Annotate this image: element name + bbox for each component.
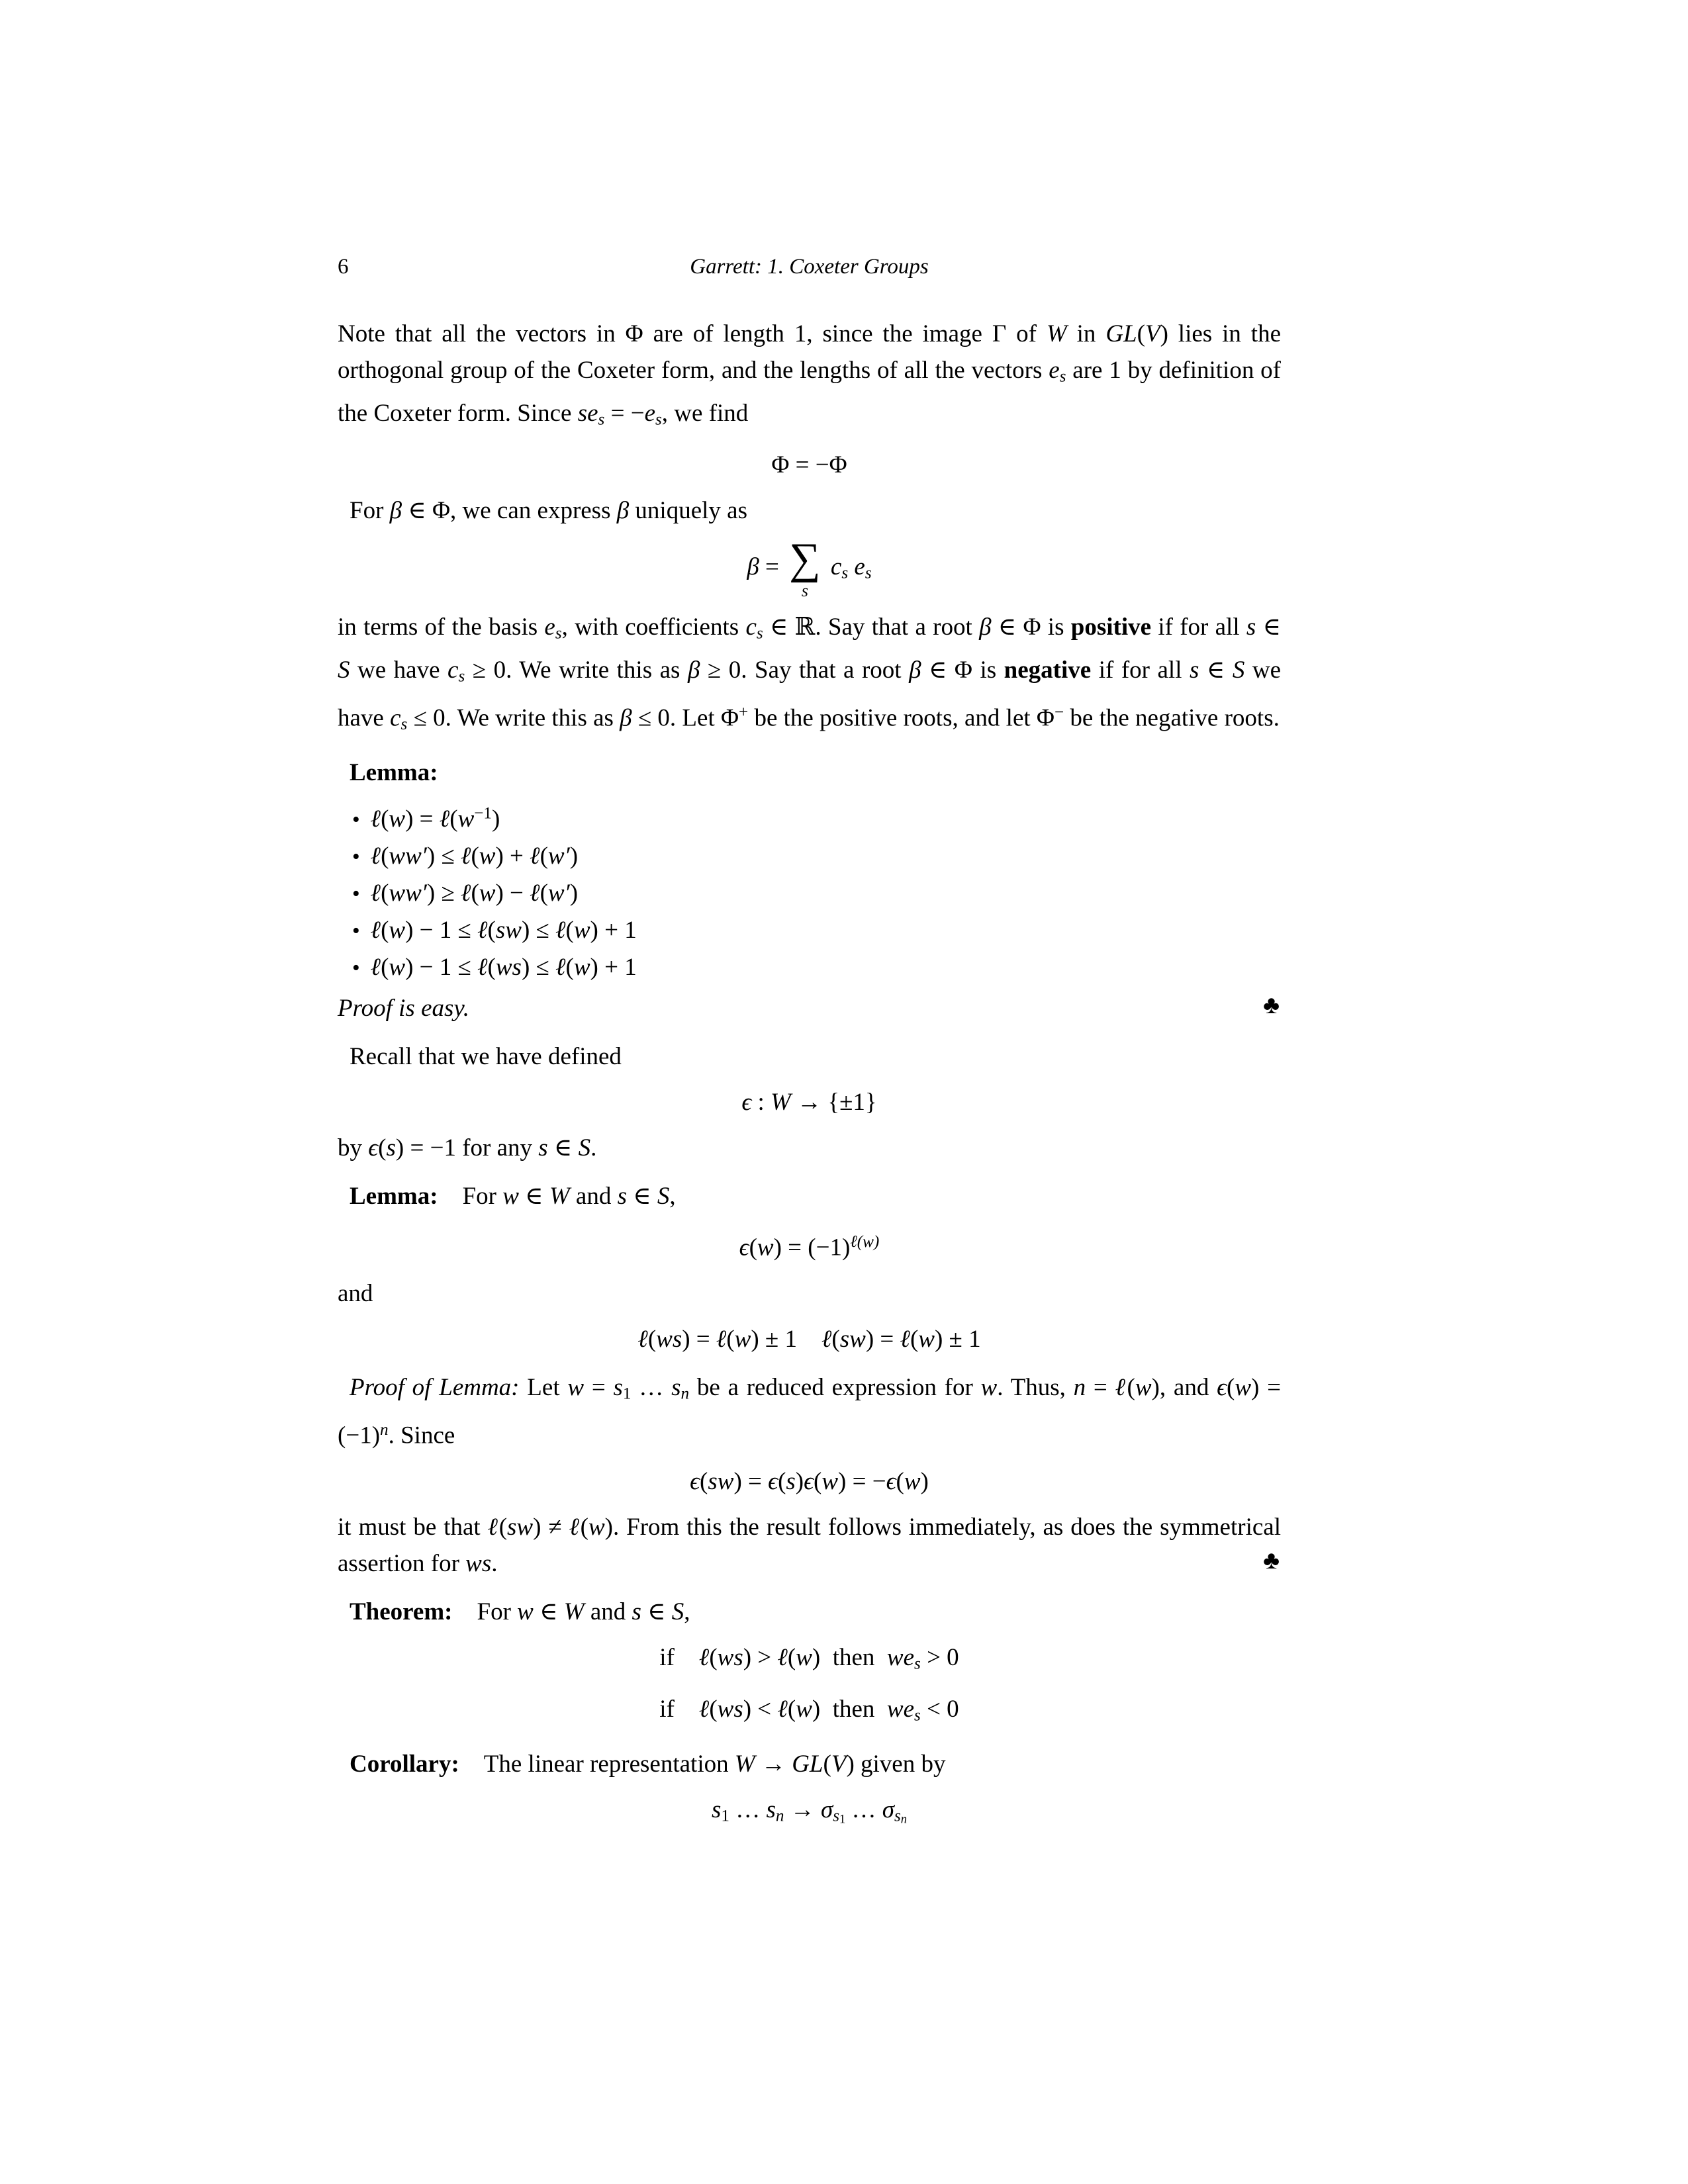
paragraph: For β ∈ Φ, we can express β uniquely as [350, 497, 747, 525]
text-block [338, 249, 1281, 1847]
bullet-text: ℓ(ww′) ≤ ℓ(w) + ℓ(w′) [370, 842, 579, 870]
bullet-item [338, 912, 1281, 949]
running-title: Garrett: 1. Coxeter Groups [690, 255, 929, 279]
bullet-icon: • [352, 955, 360, 980]
display-equation: ϵ : W → {±1} [741, 1088, 877, 1116]
paragraph: Lemma: For w ∈ W and s ∈ S, [350, 1182, 676, 1210]
display-equation: β = ∑ s cs es [747, 535, 872, 601]
bullet-icon: • [352, 844, 360, 869]
document-body [338, 316, 1281, 1838]
bullet-item [338, 949, 1281, 986]
paragraph: and [338, 1279, 373, 1307]
display-equation: if ℓ(ws) > ℓ(w) then wes > 0 [659, 1643, 959, 1673]
paragraph: in terms of the basis es, with coefficients cs ∈ ℝ. Say that a root β ∈ Φ is positive if for all s ∈ S we have cs ≥ 0. We write this as β ≥ 0. Say that a root β ∈ Φ is negative if for all s ∈ S we have cs ≤ 0. We write this as β ≤ 0. Let Φ+ be the positive roots, and let Φ− be the negative roots. [338, 614, 1281, 734]
page-number: 6 [338, 255, 349, 279]
paragraph: Corollary: The linear representation W → GL(V) given by [350, 1750, 946, 1778]
display-equation: Φ = −Φ [771, 451, 847, 479]
bullet-text: ℓ(w) − 1 ≤ ℓ(ws) ≤ ℓ(w) + 1 [370, 953, 637, 981]
bullet-item [338, 795, 1281, 838]
paragraph: Theorem: For w ∈ W and s ∈ S, [350, 1598, 690, 1625]
display-equation: s1 … sn → $\sigma s_1$ … $\sigma s_n$ [711, 1796, 908, 1827]
paragraph: Recall that we have defined [350, 1042, 622, 1070]
qed-club-marker: ♣ [1263, 1546, 1280, 1574]
page-header [338, 249, 1281, 285]
bullet-item [338, 838, 1281, 875]
bullet-text: ℓ(w) − 1 ≤ ℓ(sw) ≤ ℓ(w) + 1 [370, 916, 637, 944]
display-equation: ϵ(sw) = ϵ(s)ϵ(w) = −ϵ(w) [690, 1467, 929, 1495]
paragraph: Proof of Lemma: Let w = s1 … sn be a reduced expression for w. Thus, n = ℓ(w), and $\epsilon(w) = (-1)^n$. Since [338, 1373, 1281, 1449]
summation-operator: ∑ s [789, 535, 821, 601]
bullet-item [338, 875, 1281, 912]
bullet-icon: • [352, 918, 360, 943]
lemma-bullet-list [338, 795, 1281, 986]
paragraph: Lemma: [350, 759, 438, 787]
paragraph: by ϵ(s) = −1 for any s ∈ S. [338, 1134, 597, 1161]
paragraph: it must be that ℓ(sw) ≠ ℓ(w). From this the result follows immediately, as does the symmetrical assertion for ws. ♣ [338, 1509, 1281, 1582]
paragraph: Proof is easy. ♣ [338, 990, 1281, 1026]
bullet-icon: • [352, 881, 360, 906]
display-equation: if ℓ(ws) < ℓ(w) then wes < 0 [659, 1696, 959, 1725]
paragraph: Note that all the vectors in Φ are of length 1, since the image Γ of W in GL(V) lies in the orthogonal group of the Coxeter form, and the lengths of all the vectors es are 1 by definition of the Coxeter form. Since ses = −es, we find [338, 320, 1281, 429]
bullet-text: ℓ(w) = $\ell(w^{-1})$ [370, 804, 500, 833]
display-equation: $\epsilon(w) = (-1)^{\ell(w)}$ [739, 1232, 880, 1261]
bullet-icon: • [352, 807, 360, 832]
bullet-text: ℓ(ww′) ≥ ℓ(w) − ℓ(w′) [370, 879, 579, 907]
qed-club-marker: ♣ [1263, 991, 1280, 1019]
display-equation: ℓ(ws) = ℓ(w) ± 1 ℓ(sw) = ℓ(w) ± 1 [637, 1325, 981, 1353]
